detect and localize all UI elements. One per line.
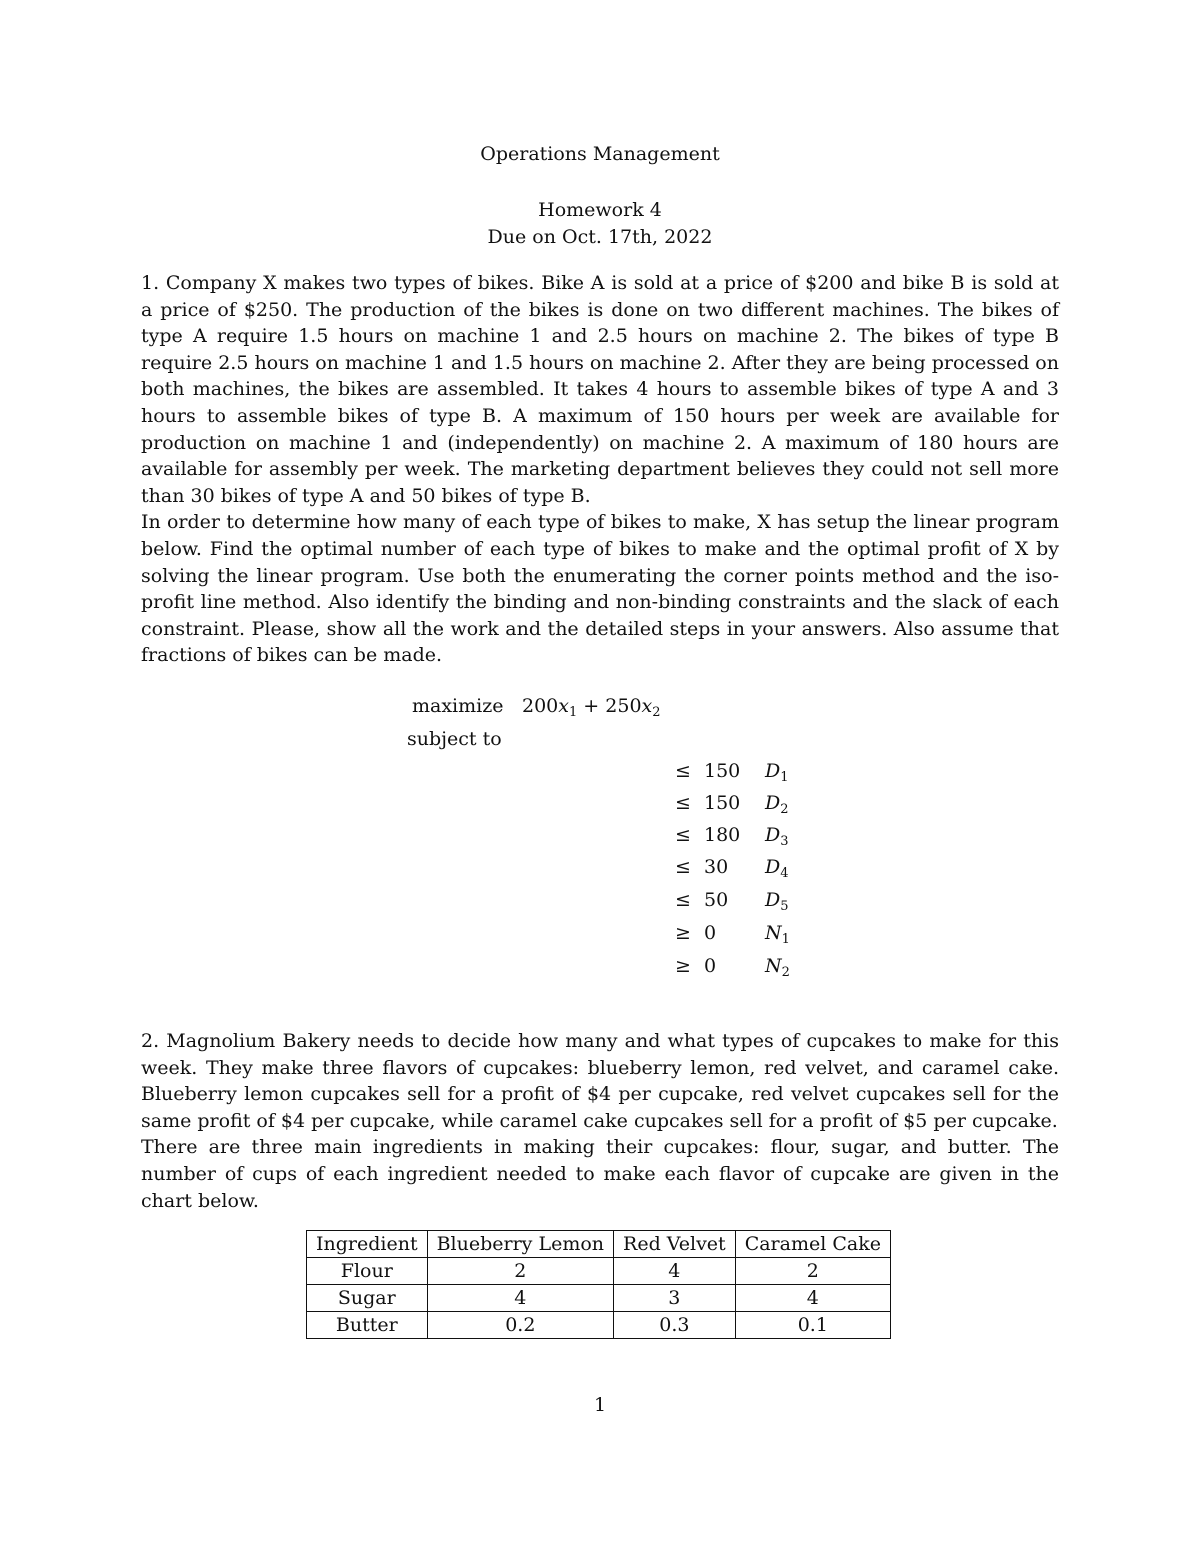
- constraint-rhs-n1: 0: [704, 922, 717, 944]
- constraint-name-d1: $D_1$: [765, 760, 789, 785]
- question-1-problem-statement: 1. Company X makes two types of bikes. Bike A is sold at a price of $200 and bike B is sold at a price of $250. The production of the bikes is done on two different machines. The bikes of type A require 1.5 hours on machine 1 and 2.5 hours on machine 2. The bikes of type B require 2.5 hours on machine 1 and 1.5 hours on machine 2. After they are being processed on both machines, the bikes are assembled. It takes 4 hours to assemble bikes of type A and 3 hours to assemble bikes of type B. A maximum of 150 hours per week are available for production on machine 1 and (independently) on machine 2. A maximum of 180 hours are available for assembly per week. The marketing department believes they could not sell more than 30 bikes of type A and 50 bikes of type B.: [141, 272, 1059, 507]
- table-header-cell: Blueberry Lemon: [427, 1231, 613, 1258]
- table-row: [307, 1258, 891, 1285]
- constraint-name-d4: $D_4$: [765, 856, 789, 881]
- table-header-cell: Red Velvet: [614, 1231, 736, 1258]
- page-number: 1: [593, 1394, 607, 1416]
- table-cell: 0.1: [735, 1312, 890, 1339]
- constraint-op-n2: ≥: [675, 955, 691, 977]
- constraint-op-d4: ≤: [675, 856, 691, 878]
- constraint-name-d5: $D_5$: [765, 889, 789, 914]
- table-cell: 4: [735, 1285, 890, 1312]
- table-cell: 4: [614, 1258, 736, 1285]
- constraint-name-n1: $N_1$: [765, 922, 790, 947]
- table-row: [307, 1285, 891, 1312]
- table-cell: Sugar: [307, 1285, 428, 1312]
- table-row: [307, 1312, 891, 1339]
- table-cell: 0.2: [427, 1312, 613, 1339]
- table-header-cell: Ingredient: [307, 1231, 428, 1258]
- due-date: Due on Oct. 17th, 2022: [487, 225, 713, 248]
- constraint-op-d3: ≤: [675, 824, 691, 846]
- constraint-op-d5: ≤: [675, 889, 691, 911]
- constraint-name-n2: $N_2$: [765, 955, 790, 980]
- table-header-row: [307, 1231, 891, 1258]
- maximize-label: maximize: [412, 695, 504, 717]
- question-2: [141, 1028, 1059, 1214]
- table-cell: 2: [735, 1258, 890, 1285]
- table-header-cell: Caramel Cake: [735, 1231, 890, 1258]
- table-cell: 4: [427, 1285, 613, 1312]
- constraint-rhs-d4: 30: [704, 856, 729, 878]
- constraint-op-n1: ≥: [675, 922, 691, 944]
- table-cell: 2: [427, 1258, 613, 1285]
- constraint-name-d3: $D_3$: [765, 824, 789, 849]
- subject-to-label: subject to: [407, 728, 502, 750]
- table-cell: 3: [614, 1285, 736, 1312]
- table-cell: Butter: [307, 1312, 428, 1339]
- constraint-rhs-d1: 150: [704, 760, 741, 782]
- question-1: [141, 270, 1059, 669]
- ingredients-table: [306, 1230, 891, 1339]
- constraint-rhs-d5: 50: [704, 889, 729, 911]
- table-cell: 0.3: [614, 1312, 736, 1339]
- question-2-ingredients-intro: There are three main ingredients in making their cupcakes: flour, sugar, and butter. The number of cups of each ingredient needed to make each flavor of cupcake are given in the chart below.: [141, 1136, 1059, 1212]
- objective-function: $200x_1 + 250x_2$: [522, 695, 661, 720]
- constraint-rhs-d3: 180: [704, 824, 741, 846]
- constraint-rhs-d2: 150: [704, 792, 741, 814]
- constraint-op-d2: ≤: [675, 792, 691, 814]
- homework-header: [0, 197, 1200, 250]
- constraint-op-d1: ≤: [675, 760, 691, 782]
- table-cell: Flour: [307, 1258, 428, 1285]
- question-2-problem-statement: 2. Magnolium Bakery needs to decide how many and what types of cupcakes to make for this week. They make three flavors of cupcakes: blueberry lemon, red velvet, and caramel cake. Blueberry lemon cupcakes sell for a profit of $4 per cupcake, red velvet cupcakes sell for the same profit of $4 per cupcake, while caramel cake cupcakes sell for a profit of $5 per cupcake.: [141, 1030, 1059, 1132]
- course-title: Operations Management: [480, 143, 720, 165]
- question-1-instructions: In order to determine how many of each type of bikes to make, X has setup the linear program below. Find the optimal number of each type of bikes to make and the optimal profit of X by solving the linear program. Use both the enumerating the corner points method and the iso-profit line method. Also identify the binding and non-binding constraints and the slack of each constraint. Please, show all the work and the detailed steps in your answers. Also assume that fractions of bikes can be made.: [141, 511, 1059, 667]
- constraint-name-d2: $D_2$: [765, 792, 789, 817]
- constraint-rhs-n2: 0: [704, 955, 717, 977]
- homework-number: Homework 4: [538, 199, 662, 221]
